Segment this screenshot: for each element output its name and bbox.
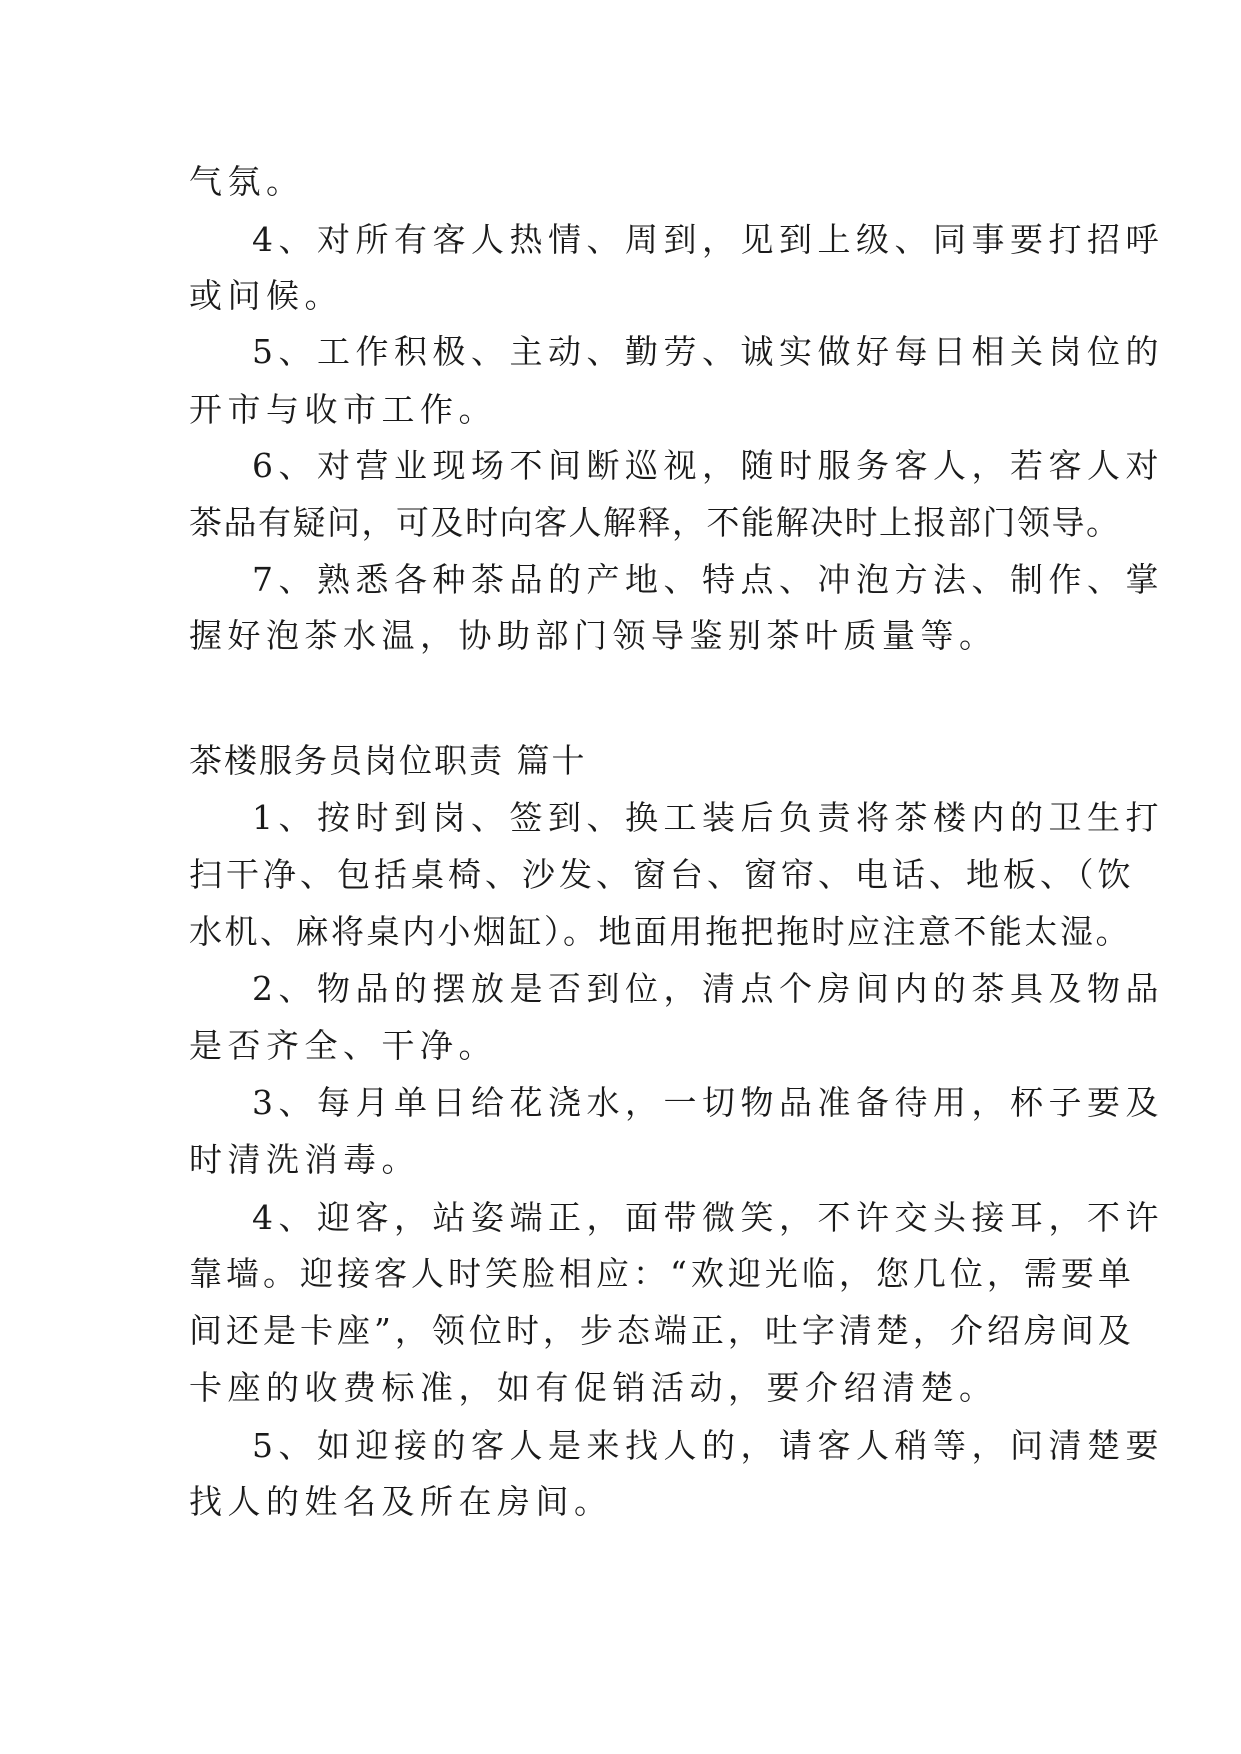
duty-item-5-line-1: 5、工作积极、主动、勤劳、诚实做好每日相关岗位的 bbox=[252, 332, 1164, 371]
duty-item-4-line-1: 4、对所有客人热情、周到，见到上级、同事要打招呼 bbox=[252, 220, 1164, 259]
duty-item-6-line-2: 茶品有疑问，可及时向客人解释，不能解决时上报部门领导。 bbox=[189, 503, 1121, 542]
continuation-line: 气氛。 bbox=[189, 162, 305, 201]
section-ten-item-1-line-1: 1、按时到岗、签到、换工装后负责将茶楼内的卫生打 bbox=[252, 798, 1164, 837]
section-ten-item-1-line-3: 水机、麻将桌内小烟缸）。地面用拖把拖时应注意不能太湿。 bbox=[189, 912, 1131, 951]
duty-item-5-line-2: 开市与收市工作。 bbox=[189, 390, 497, 429]
duty-item-7-line-1: 7、熟悉各种茶品的产地、特点、冲泡方法、制作、掌 bbox=[252, 560, 1164, 599]
section-ten-item-4-line-1: 4、迎客，站姿端正，面带微笑，不许交头接耳，不许 bbox=[252, 1198, 1164, 1237]
section-ten-item-3-line-2: 时清洗消毒。 bbox=[189, 1140, 420, 1179]
section-ten-item-5-line-2: 找人的姓名及所在房间。 bbox=[189, 1482, 613, 1521]
section-ten-item-5-line-1: 5、如迎接的客人是来找人的，请客人稍等，问清楚要 bbox=[252, 1426, 1164, 1465]
duty-item-7-line-2: 握好泡茶水温，协助部门领导鉴别茶叶质量等。 bbox=[189, 616, 998, 655]
section-ten-item-3-line-1: 3、每月单日给花浇水，一切物品准备待用，杯子要及 bbox=[252, 1083, 1164, 1122]
section-ten-item-1-line-2: 扫干净、包括桌椅、沙发、窗台、窗帘、电话、地板、（饮 bbox=[189, 855, 1135, 894]
section-ten-item-4-line-2: 靠墙。迎接客人时笑脸相应：“欢迎光临，您几位，需要单 bbox=[189, 1254, 1135, 1293]
duty-item-4-line-2: 或问候。 bbox=[189, 276, 343, 315]
duty-item-6-line-1: 6、对营业现场不间断巡视，随时服务客人，若客人对 bbox=[252, 446, 1164, 485]
section-ten-item-2-line-1: 2、物品的摆放是否到位，清点个房间内的茶具及物品 bbox=[252, 969, 1164, 1008]
section-ten-item-4-line-4: 卡座的收费标准，如有促销活动，要介绍清楚。 bbox=[189, 1368, 998, 1407]
section-heading: 茶楼服务员岗位职责 篇十 bbox=[189, 741, 587, 780]
section-ten-item-4-line-3: 间还是卡座”，领位时，步态端正，吐字清楚，介绍房间及 bbox=[189, 1311, 1135, 1350]
section-ten-item-2-line-2: 是否齐全、干净。 bbox=[189, 1026, 497, 1065]
